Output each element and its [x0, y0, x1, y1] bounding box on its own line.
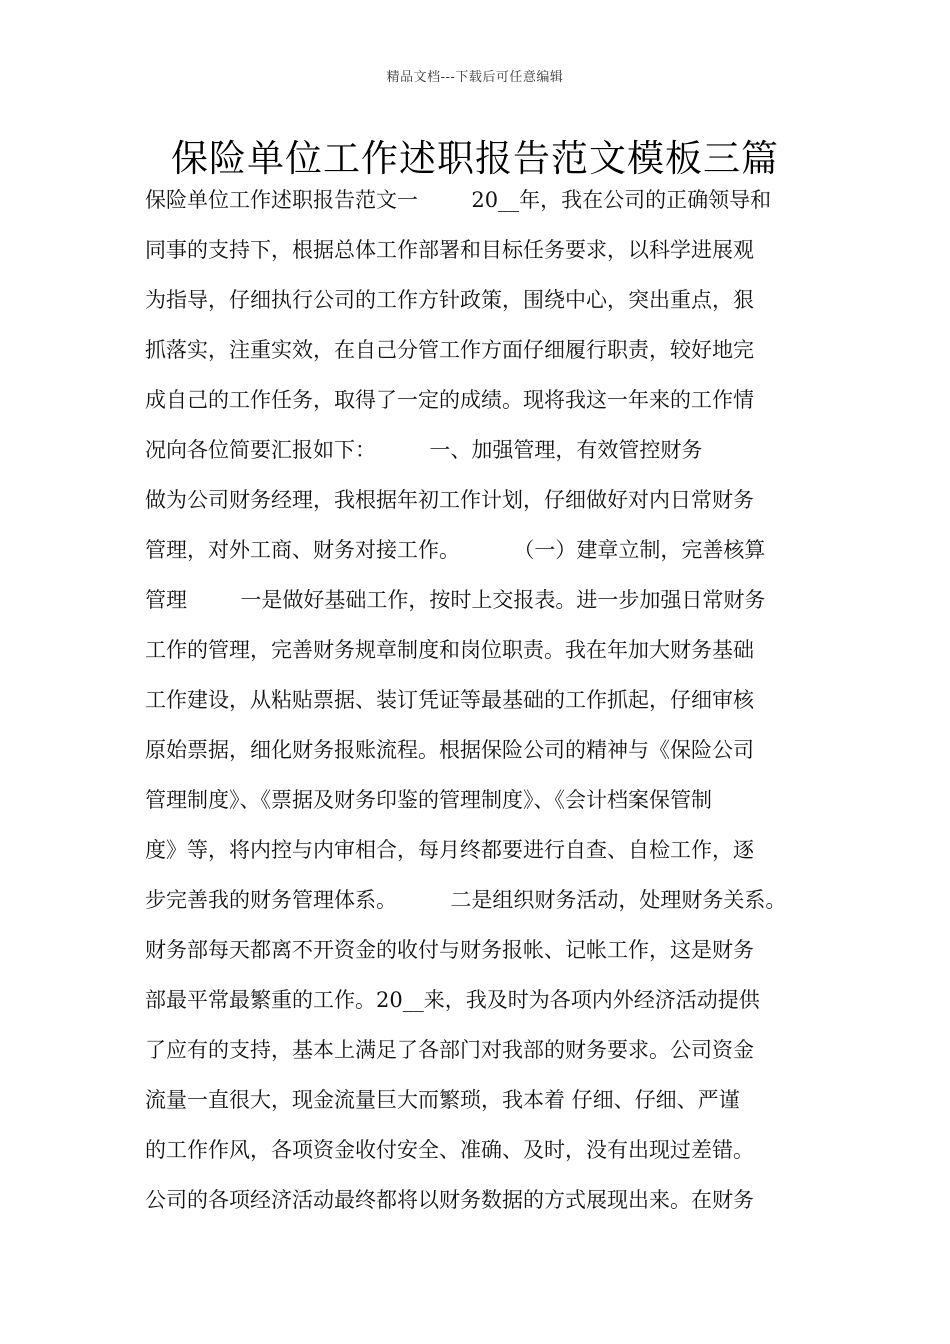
body-line: 保险单位工作述职报告范文一 20__年，我在公司的正确领导和: [145, 188, 772, 212]
body-line: 同事的支持下，根据总体工作部署和目标任务要求，以科学进展观: [145, 238, 754, 262]
body-line: 的工作作风，各项资金收付安全、准确、及时，没有出现过差错。: [145, 1138, 754, 1162]
body-line: 管理，对外工商、财务对接工作。 （一）建章立制，完善核算: [145, 538, 766, 562]
body-line: 管理 一是做好基础工作，按时上交报表。进一步加强日常财务: [145, 588, 766, 612]
body-line: 部最平常最繁重的工作。20__来，我及时为各项内外经济活动提供: [145, 988, 760, 1012]
body-line: 了应有的支持，基本上满足了各部门对我部的财务要求。公司资金: [145, 1038, 754, 1062]
body-line: 流量一直很大，现金流量巨大而繁琐，我本着 仔细、仔细、严谨: [145, 1088, 740, 1112]
body-line: 做为公司财务经理，我根据年初工作计划，仔细做好对内日常财务: [145, 488, 754, 512]
body-line: 度》等，将内控与内审相合，每月终都要进行自查、自检工作，逐: [145, 838, 754, 862]
document-body: [145, 180, 825, 1230]
document-title: 保险单位工作述职报告范文模板三篇: [171, 137, 779, 180]
body-line: 公司的各项经济活动最终都将以财务数据的方式展现出来。在财务: [145, 1188, 754, 1212]
body-line: 况向各位简要汇报如下： 一、加强管理，有效管控财务: [145, 438, 703, 462]
header-note: 精品文档---下载后可任意编辑: [386, 70, 564, 85]
body-line: 财务部每天都离不开资金的收付与财务报帐、记帐工作，这是财务: [145, 938, 754, 962]
body-line: 工作建设，从粘贴票据、装订凭证等最基础的工作抓起，仔细审核: [145, 688, 754, 712]
body-line: 成自己的工作任务，取得了一定的成绩。现将我这一年来的工作情: [145, 388, 754, 412]
body-line: 原始票据，细化财务报账流程。根据保险公司的精神与《保险公司: [145, 738, 754, 762]
body-line: 抓落实，注重实效，在自己分管工作方面仔细履行职责，较好地完: [145, 338, 754, 362]
body-line: 为指导，仔细执行公司的工作方针政策，围绕中心，突出重点，狠: [145, 288, 754, 312]
body-line: 工作的管理，完善财务规章制度和岗位职责。我在年加大财务基础: [145, 638, 754, 662]
body-line: 步完善我的财务管理体系。 二是组织财务活动，处理财务关系。: [145, 888, 787, 912]
body-line: 管理制度》、《票据及财务印鉴的管理制度》、《会计档案保管制: [145, 788, 712, 812]
